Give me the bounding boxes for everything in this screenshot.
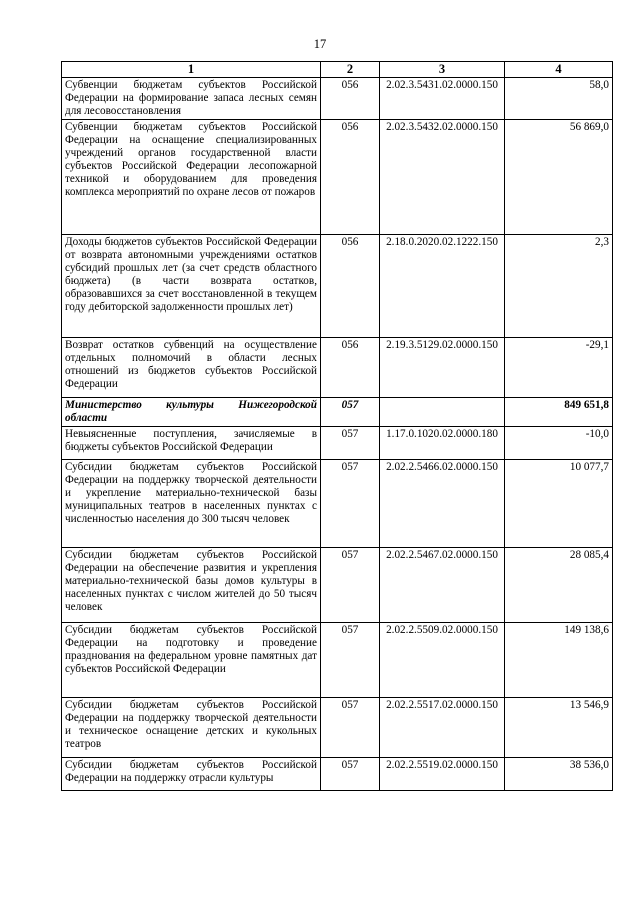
table-row: [62, 235, 613, 338]
table-row: [62, 698, 613, 758]
income-name-cell: Возврат остатков субвенций на осуществление отдельных полномочий в области лесных отношений из бюджетов субъектов Российской Федерации: [62, 338, 321, 398]
table-row: [62, 338, 613, 398]
income-name-cell: Субсидии бюджетам субъектов Российской Федерации на поддержку творческой деятельности и укрепление материально-технической базы муниципальных театров в населенных пунктах с численностью населения до 300 тысяч человек: [62, 460, 321, 548]
table-row: [62, 120, 613, 235]
amount-cell: 149 138,6: [505, 623, 613, 698]
admin-code-cell: 057: [321, 698, 380, 758]
budget-class-code-cell: [380, 398, 505, 427]
budget-class-code-cell: 1.17.0.1020.02.0000.180: [380, 427, 505, 460]
admin-code-cell: 056: [321, 338, 380, 398]
admin-code-cell: 057: [321, 460, 380, 548]
budget-class-code-cell: 2.02.3.5432.02.0000.150: [380, 120, 505, 235]
budget-class-code-cell: 2.19.3.5129.02.0000.150: [380, 338, 505, 398]
table-row: [62, 460, 613, 548]
amount-cell: 10 077,7: [505, 460, 613, 548]
admin-code-cell: 056: [321, 78, 380, 120]
admin-code-cell: 057: [321, 398, 380, 427]
table-row: [62, 398, 613, 427]
column-header: 1: [62, 62, 321, 78]
amount-cell: -29,1: [505, 338, 613, 398]
table-row: [62, 623, 613, 698]
amount-cell: 58,0: [505, 78, 613, 120]
income-name-cell: Субсидии бюджетам субъектов Российской Федерации на обеспечение развития и укрепления материально-технической базы домов культуры в населенных пунктах с числом жителей до 50 тысяч человек: [62, 548, 321, 623]
income-name-cell: Субвенции бюджетам субъектов Российской Федерации на оснащение специализированных учреждений органов государственной власти субъектов Российской Федерации лесопожарной техникой и оборудованием для проведения комплекса мероприятий по охране лесов от пожаров: [62, 120, 321, 235]
income-name-cell: Субсидии бюджетам субъектов Российской Федерации на поддержку отрасли культуры: [62, 758, 321, 791]
amount-cell: 2,3: [505, 235, 613, 338]
income-name-cell: Субсидии бюджетам субъектов Российской Федерации на поддержку творческой деятельности и техническое оснащение детских и кукольных театров: [62, 698, 321, 758]
table-body: [62, 78, 613, 791]
amount-cell: 13 546,9: [505, 698, 613, 758]
income-name-cell: Субсидии бюджетам субъектов Российской Федерации на подготовку и проведение празднования на федеральном уровне памятных дат субъектов Российской Федерации: [62, 623, 321, 698]
income-name-cell: Доходы бюджетов субъектов Российской Федерации от возврата автономными учреждениями остатков субсидий прошлых лет (за счет средств областного бюджета) (в части возврата остатков, образовавшихся за счет восстановленной в текущем году дебиторской задолженности прошлых лет): [62, 235, 321, 338]
page-number: 17: [313, 37, 327, 51]
admin-code-cell: 057: [321, 623, 380, 698]
amount-cell: 38 536,0: [505, 758, 613, 791]
budget-class-code-cell: 2.02.2.5467.02.0000.150: [380, 548, 505, 623]
column-header: 4: [505, 62, 613, 78]
budget-revenue-table: [61, 61, 613, 791]
budget-class-code-cell: 2.02.2.5509.02.0000.150: [380, 623, 505, 698]
budget-class-code-cell: 2.02.3.5431.02.0000.150: [380, 78, 505, 120]
column-header: 3: [380, 62, 505, 78]
admin-code-cell: 057: [321, 427, 380, 460]
admin-code-cell: 056: [321, 120, 380, 235]
admin-code-cell: 056: [321, 235, 380, 338]
budget-class-code-cell: 2.02.2.5517.02.0000.150: [380, 698, 505, 758]
amount-cell: -10,0: [505, 427, 613, 460]
table-row: [62, 78, 613, 120]
admin-code-cell: 057: [321, 548, 380, 623]
budget-class-code-cell: 2.02.2.5466.02.0000.150: [380, 460, 505, 548]
amount-cell: 28 085,4: [505, 548, 613, 623]
table-row: [62, 548, 613, 623]
admin-code-cell: 057: [321, 758, 380, 791]
budget-class-code-cell: 2.18.0.2020.02.1222.150: [380, 235, 505, 338]
income-name-cell: Субвенции бюджетам субъектов Российской Федерации на формирование запаса лесных семян для лесовосстановления: [62, 78, 321, 120]
income-name-cell: Министерство культуры Нижегородской области: [62, 398, 321, 427]
amount-cell: 56 869,0: [505, 120, 613, 235]
budget-class-code-cell: 2.02.2.5519.02.0000.150: [380, 758, 505, 791]
amount-cell: 849 651,8: [505, 398, 613, 427]
income-name-cell: Невыясненные поступления, зачисляемые в бюджеты субъектов Российской Федерации: [62, 427, 321, 460]
table-row: [62, 758, 613, 791]
table-header-row: [62, 62, 613, 78]
column-header: 2: [321, 62, 380, 78]
table-row: [62, 427, 613, 460]
